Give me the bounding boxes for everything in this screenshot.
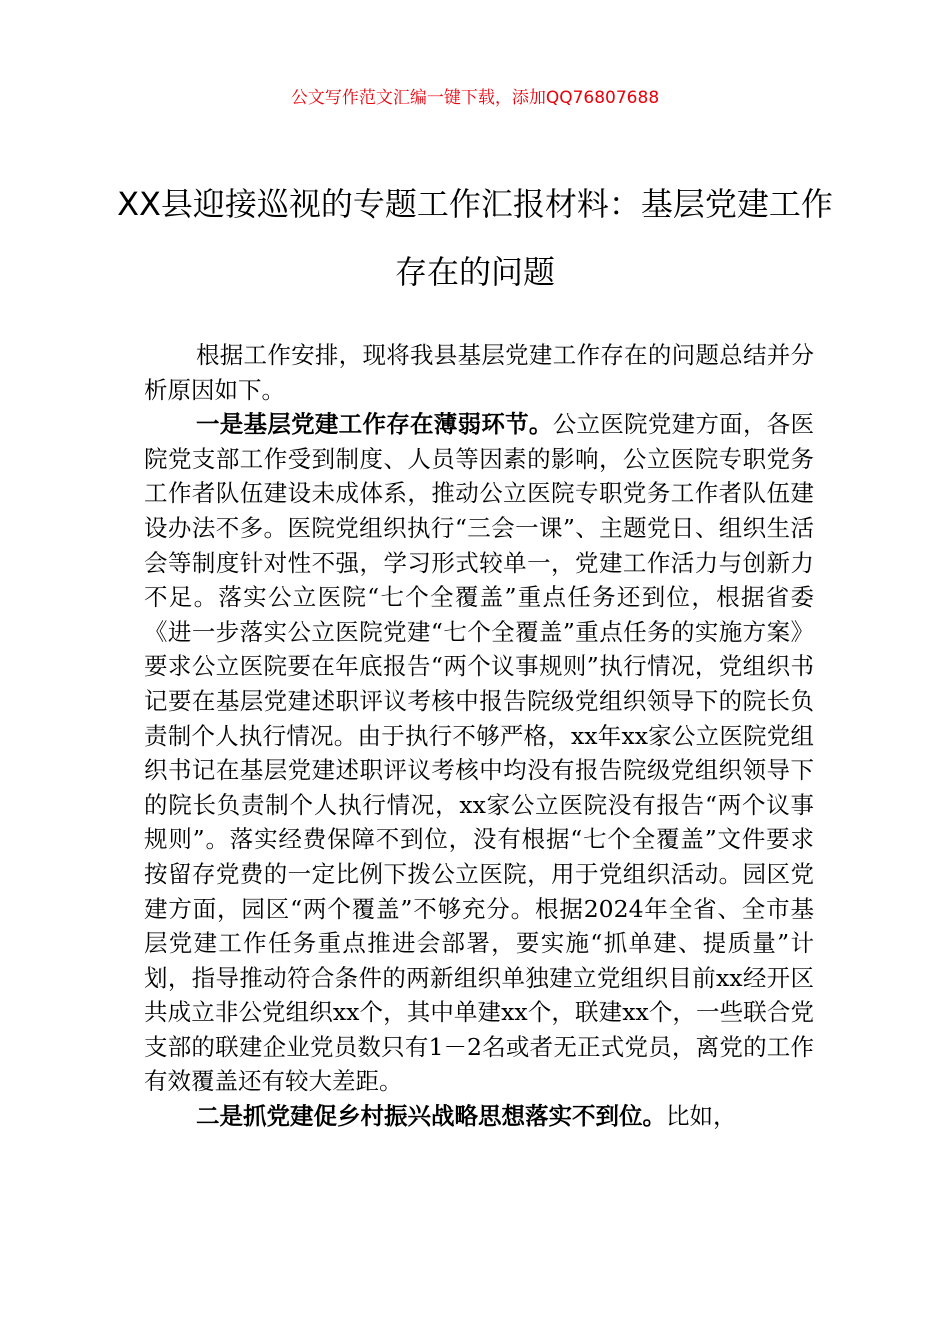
section-text-1: 公立医院党建方面，各医院党支部工作受到制度、人员等因素的影响，公立医院专职党务工作者队伍建设未成体系，推动公立医院专职党务工作者队伍建设办法不多。医院党组织执行“三会一课”、主题党日、组织生活会等制度针对性不强，学习形式较单一，党建工作活力与创新力不足。落实公立医院“七个全覆盖”重点任务还到位，根据省委《进一步落实公立医院党建“七个全覆盖”重点任务的实施方案》要求公立医院要在年底报告“两个议事规则”执行情况，党组织书记要在基层党建述职评议考核中报告院级党组织领导下的院长负责制个人执行情况。由于执行不够严格，xx年xx家公立医院党组织书记在基层党建述职评议考核中均没有报告院级党组织领导下的院长负责制个人执行情况，xx家公立医院没有报告“两个议事规则”。落实经费保障不到位，没有根据“七个全覆盖”文件要求按留存党费的一定比例下拨公立医院，用于党组织活动。园区党建方面，园区“两个覆盖”不够充分。根据2024年全省、全市基层党建工作任务重点推进会部署，要实施“抓单建、提质量”计划，指导推动符合条件的两新组织单独建立党组织目前xx经开区共成立非公党组织xx个，其中单建xx个，联建xx个，一些联合党支部的联建企业党员数只有1－2名或者无正式党员，离党的工作有效覆盖还有较大差距。 xyxy=(144,410,815,1096)
section-text-2: 比如， xyxy=(666,1102,737,1131)
section-paragraph-2 xyxy=(144,1099,814,1134)
header-banner: 公文写作范文汇编一键下载，添加QQ76807688 xyxy=(290,88,660,108)
intro-paragraph: 根据工作安排，现将我县基层党建工作存在的问题总结并分析原因如下。 xyxy=(144,341,814,404)
section-lead-2: 二是抓党建促乡村振兴战略思想落实不到位。 xyxy=(196,1102,666,1131)
section-paragraph-1 xyxy=(144,407,814,1099)
document-body xyxy=(144,338,814,1134)
section-lead-1: 一是基层党建工作存在薄弱环节。 xyxy=(196,410,553,439)
document-title: XX县迎接巡视的专题工作汇报材料：基层党建工作存在的问题 xyxy=(117,185,833,291)
